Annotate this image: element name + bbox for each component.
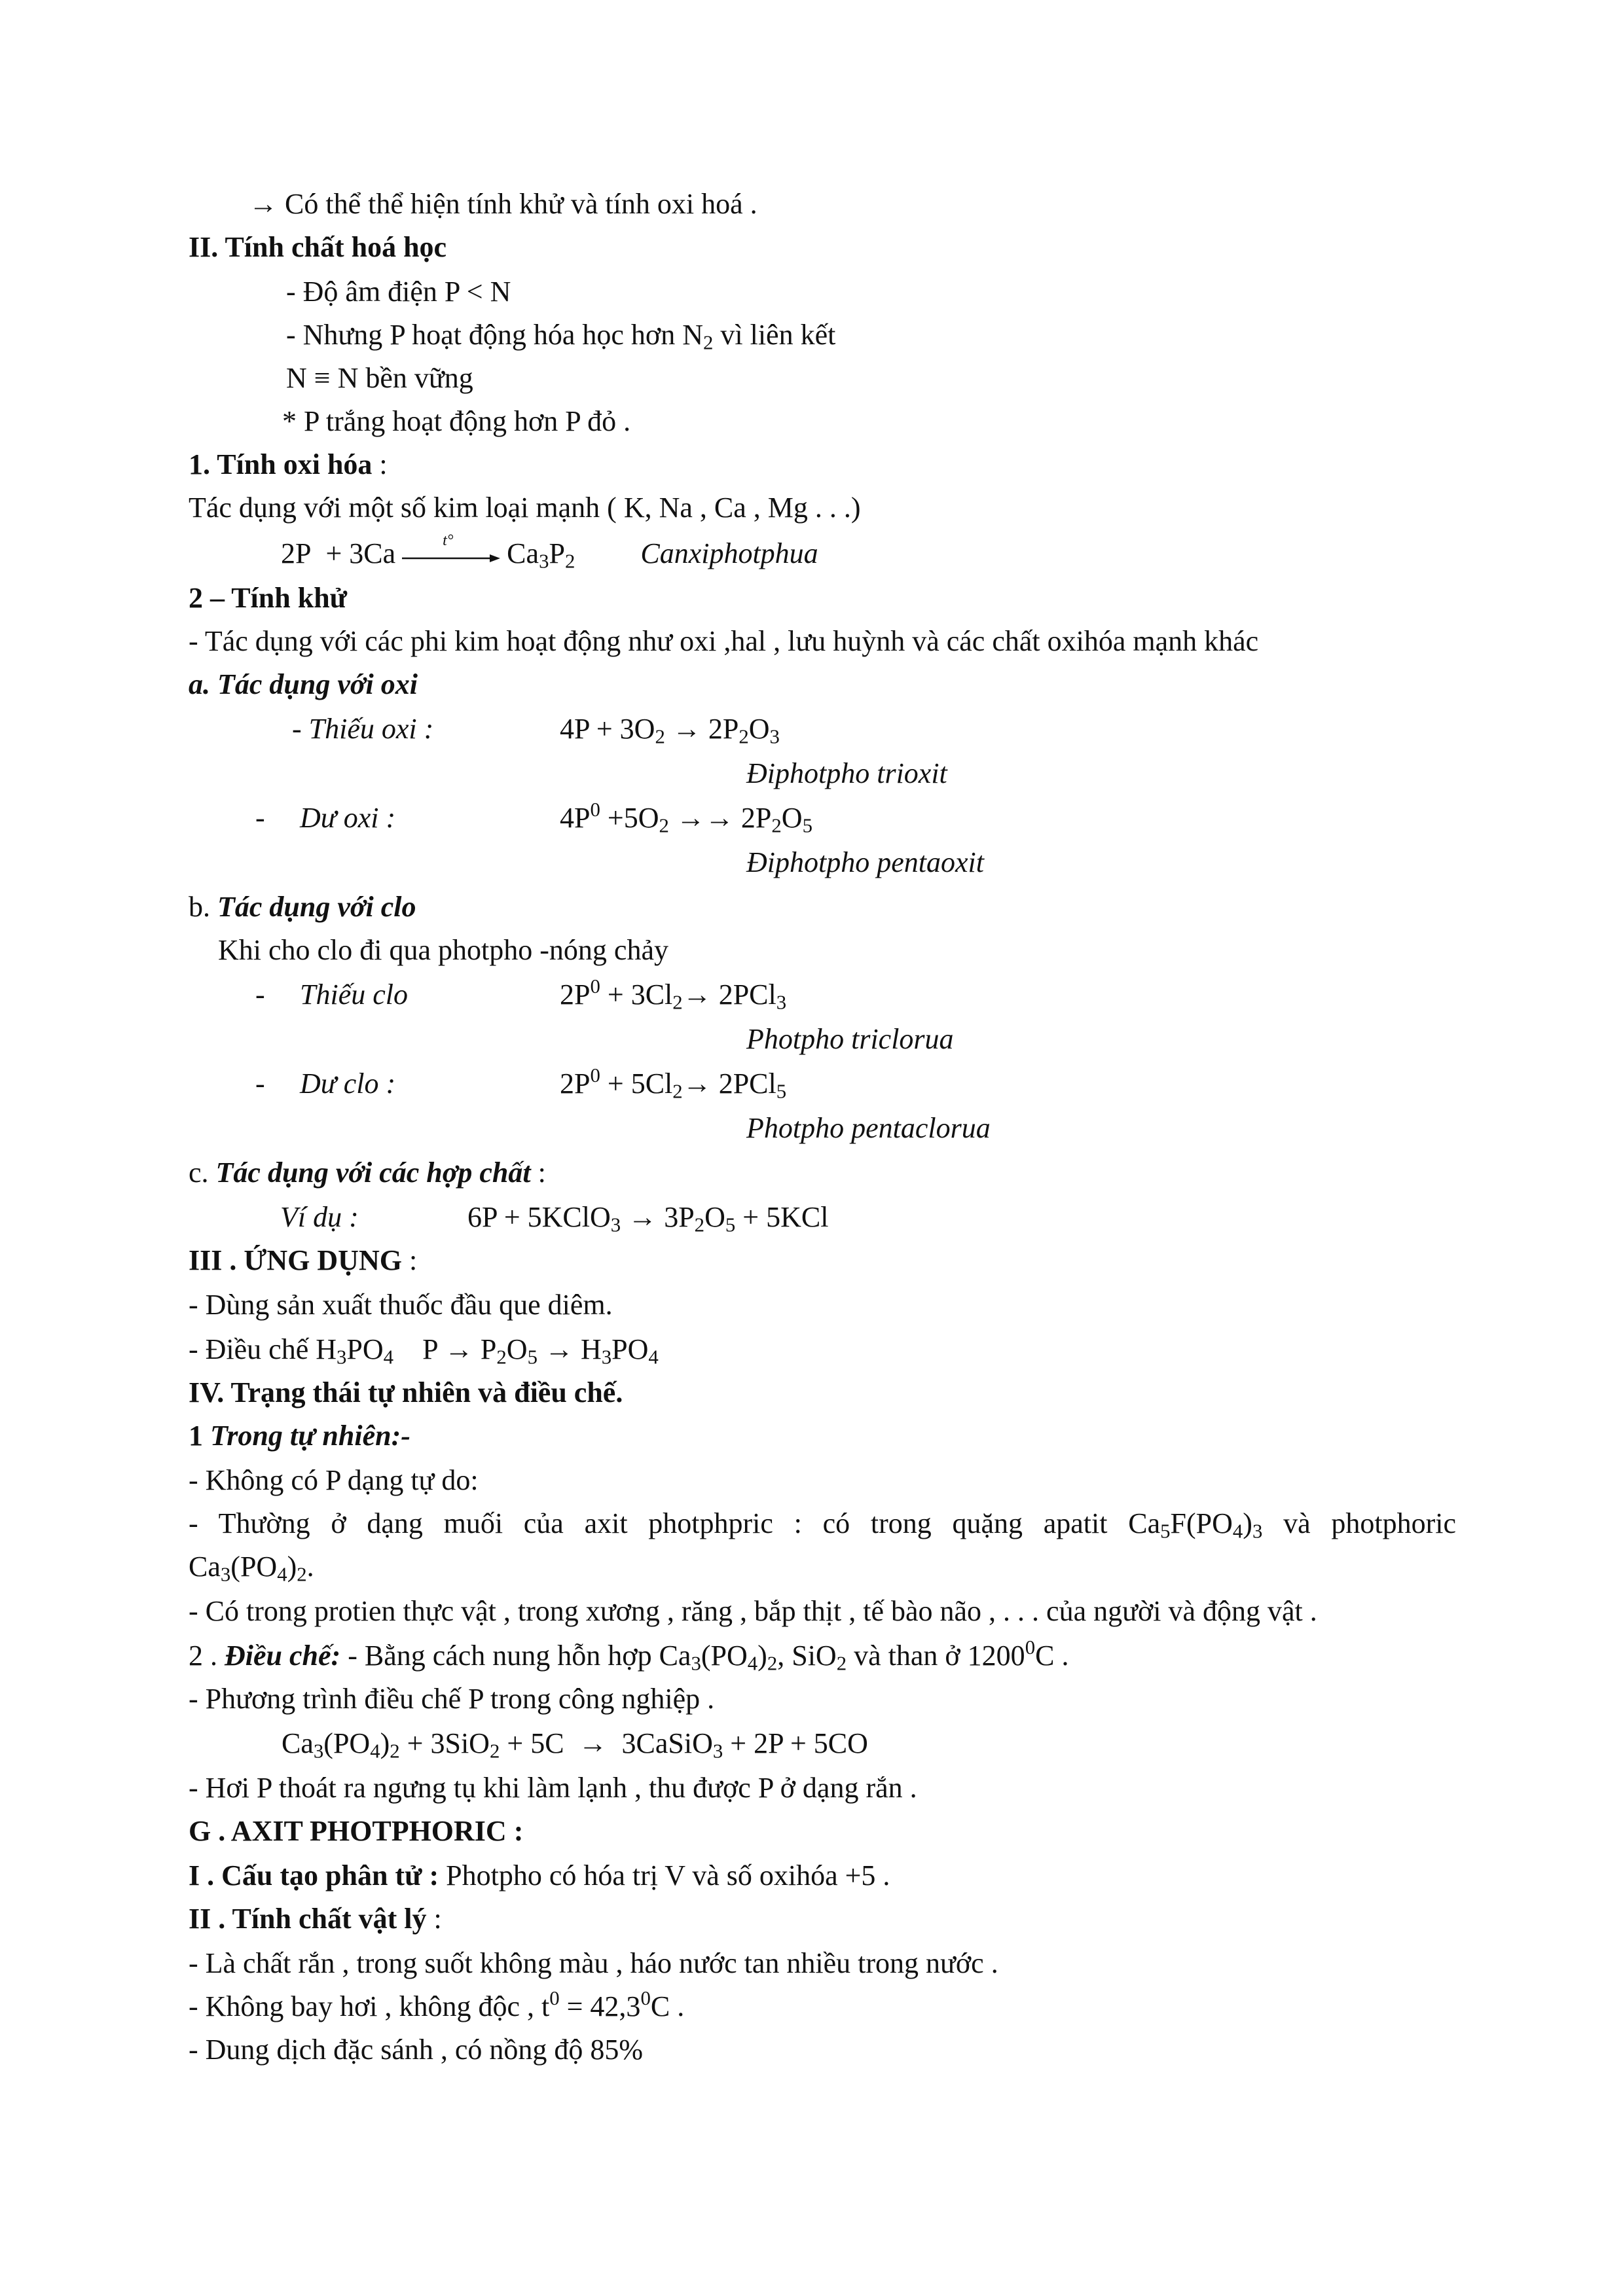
heading-chemical-properties: II. Tính chất hoá học bbox=[189, 231, 447, 263]
line-phosphorite-formula: $Ca_3(PO_4)_2$. bbox=[189, 1551, 314, 1586]
equation-p-ca: 2P + 3Ca t° $Ca_3P_2$ Canxiphotphua bbox=[281, 531, 818, 573]
equation-p2o5: $4P^0 +5O_2 \to\to 2P_2O_5$ bbox=[560, 798, 812, 837]
line-condense: - Hơi P thoát ra ngưng tụ khi làm lạnh , thu được P ở dạng rắn . bbox=[189, 1772, 917, 1804]
dash-excess-chlorine: - bbox=[255, 1067, 265, 1100]
line-industrial-equation: - Phương trình điều chế P trong công nghiệp . bbox=[189, 1683, 715, 1715]
equation-pcl3: $2P^0 + 3Cl_2\to 2PCl_3$ bbox=[560, 975, 787, 1014]
name-pcl3: Photpho triclorua bbox=[746, 1023, 954, 1055]
line-triple-bond: N ≡ N bền vững bbox=[286, 362, 473, 394]
equation-industrial: $Ca_3(PO_4)_2 + 3SiO_2 + 5C$ → 3CaSiO$_3$ + 2P + 5CO bbox=[282, 1727, 868, 1763]
heading-react-compounds: c. Tác dụng với các hợp chất : bbox=[189, 1157, 546, 1189]
equation-pcl5: $2P^0 + 5Cl_2\to 2PCl_5$ bbox=[560, 1064, 787, 1103]
line-melting-point: - Không bay hơi , không độc , $t^0 = 42,3^0C$ . bbox=[189, 1987, 685, 2022]
label-excess-oxygen: Dư oxi : bbox=[300, 802, 396, 834]
equation-kclo3: 6P + 5KClO$_3$ → $3P_2O_5 + 5KCl$ bbox=[467, 1201, 829, 1236]
line-phosphate-minerals: - Thường ở dạng muối của axit photphpric : có trong quặng apatit $Ca_5F(PO_4)_3$ và photphoric bbox=[189, 1507, 1456, 1543]
label-example: Ví dụ : bbox=[280, 1201, 359, 1233]
line-molecular-structure: I . Cấu tạo phân tử : Photpho có hóa trị V và số oxihóa +5 . bbox=[189, 1859, 890, 1892]
line-react-metals: Tác dụng với một số kim loại mạnh ( K, Na , Ca , Mg . . .) bbox=[189, 492, 861, 524]
line-chlorine-over-p: Khi cho clo đi qua photpho -nóng chảy bbox=[218, 934, 668, 966]
equation-p2o3: $4P + 3O_2 \to 2P_2O_3$ bbox=[560, 713, 780, 748]
heading-oxidizing: 1. Tính oxi hóa : bbox=[189, 448, 388, 480]
line-white-red-p: * P trắng hoạt động hơn P đỏ . bbox=[282, 405, 631, 437]
heading-react-chlorine: b. Tác dụng với clo bbox=[189, 891, 416, 923]
line-matches: - Dùng sản xuất thuốc đầu que diêm. bbox=[189, 1289, 613, 1321]
line-oxidation-reduction: → Có thể thể hiện tính khử và tính oxi hoá . bbox=[249, 188, 757, 220]
heading-phosphoric-acid: G . AXIT PHOTPHORIC : bbox=[189, 1815, 524, 1847]
line-p-more-active: - Nhưng P hoạt động hóa học hơn $N_2$ vì liên kết bbox=[286, 319, 836, 354]
name-pcl5: Photpho pentaclorua bbox=[746, 1112, 991, 1144]
heading-reducing: 2 – Tính khử bbox=[189, 582, 348, 614]
dash-lack-chlorine: - bbox=[255, 978, 265, 1011]
heading-nature-production: IV. Trạng thái tự nhiên và điều chế. bbox=[189, 1376, 623, 1408]
label-lack-oxygen: - Thiếu oxi : bbox=[292, 713, 434, 745]
heading-react-oxygen: a. Tác dụng với oxi bbox=[189, 668, 418, 700]
heat-arrow-icon: t° bbox=[402, 542, 500, 571]
line-electronegativity: - Độ âm điện P < N bbox=[286, 276, 511, 308]
label-excess-chlorine: Dư clo : bbox=[300, 1067, 396, 1100]
line-solid-colorless: - Là chất rắn , trong suốt không màu , háo nước tan nhiều trong nước . bbox=[189, 1947, 998, 1979]
line-no-free-p: - Không có P dạng tự do: bbox=[189, 1464, 479, 1496]
heading-physical-properties: II . Tính chất vật lý : bbox=[189, 1903, 442, 1935]
dash-excess-oxygen: - bbox=[255, 802, 265, 834]
line-react-nonmetals: - Tác dụng với các phi kim hoạt động như oxi ,hal , lưu huỳnh và các chất oxihóa mạnh khác bbox=[189, 625, 1259, 657]
line-concentration: - Dung dịch đặc sánh , có nồng độ 85% bbox=[189, 2034, 644, 2066]
heading-in-nature: 1 Trong tự nhiên:- bbox=[189, 1420, 410, 1452]
name-p2o5: Điphotpho pentaoxit bbox=[746, 846, 984, 878]
line-production-method: 2 . Điều chế: - Bằng cách nung hỗn hợp $Ca_3(PO_4)_2$, SiO$_2$ và than ở 1200$^0$C . bbox=[189, 1636, 1069, 1675]
line-produce-h3po4: - Điều chế $H_3PO_4$ $P \to P_2O_5 \to H_3PO_4$ bbox=[189, 1333, 659, 1369]
heading-applications: III . ỨNG DỤNG : bbox=[189, 1244, 418, 1276]
name-p2o3: Điphotpho trioxit bbox=[746, 757, 947, 789]
line-in-organisms: - Có trong protien thực vật , trong xương , răng , bắp thịt , tế bào não , . . . của người và động vật . bbox=[189, 1595, 1317, 1627]
label-lack-chlorine: Thiếu clo bbox=[300, 978, 408, 1011]
